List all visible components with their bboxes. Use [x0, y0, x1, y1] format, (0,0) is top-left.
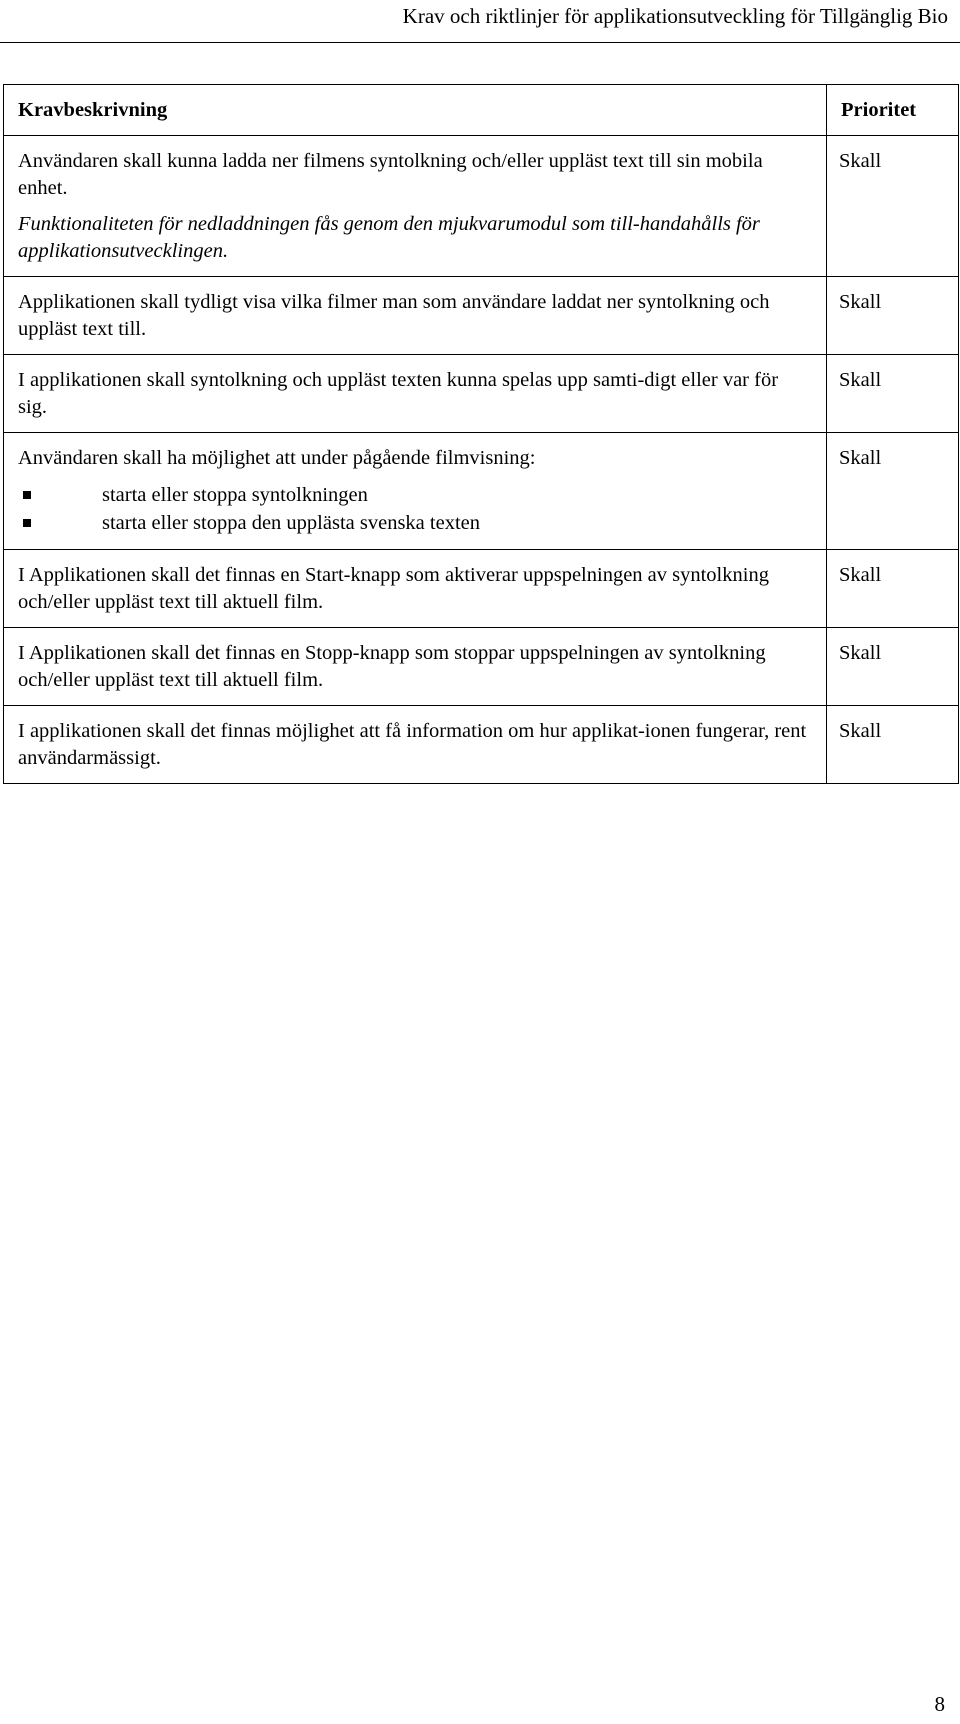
table-row: [4, 136, 959, 277]
bullet-item: starta eller stoppa syntolkningen: [18, 482, 812, 509]
requirement-description-cell: [4, 136, 827, 277]
column-header-priority: Prioritet: [827, 85, 959, 136]
requirement-description-cell: [4, 550, 827, 628]
requirement-description-cell: [4, 433, 827, 550]
page-number: 8: [934, 1692, 945, 1716]
table-row: [4, 355, 959, 433]
requirement-description-cell: [4, 628, 827, 706]
priority-cell: Skall: [827, 433, 959, 550]
requirement-text: I applikationen skall det finnas möjlighet att få information om hur applikat-ionen fungerar, rent användarmässigt.: [18, 720, 807, 769]
requirement-text: Användaren skall kunna ladda ner filmens syntolkning och/eller uppläst text till sin mobila enhet.: [18, 150, 763, 199]
priority-cell: Skall: [827, 355, 959, 433]
bullet-item: starta eller stoppa den upplästa svenska texten: [18, 510, 812, 537]
requirement-description-cell: [4, 277, 827, 355]
requirement-description-cell: [4, 706, 827, 784]
requirement-text: Applikationen skall tydligt visa vilka filmer man som användare laddat ner syntolkning och uppläst text till.: [18, 291, 770, 340]
table-row: [4, 433, 959, 550]
priority-cell: Skall: [827, 136, 959, 277]
requirements-table: [3, 84, 959, 784]
column-header-description: Kravbeskrivning: [4, 85, 827, 136]
table-row: [4, 277, 959, 355]
priority-cell: Skall: [827, 706, 959, 784]
table-row: [4, 706, 959, 784]
header-rule: [0, 42, 960, 43]
requirement-text: I Applikationen skall det finnas en Stopp-knapp som stoppar uppspelningen av syntolkning och/eller uppläst text till aktuell film.: [18, 642, 766, 691]
priority-cell: Skall: [827, 277, 959, 355]
requirement-description-cell: [4, 355, 827, 433]
table-header-row: [4, 85, 959, 136]
priority-cell: Skall: [827, 628, 959, 706]
bullet-list: [18, 482, 812, 537]
requirement-text: I Applikationen skall det finnas en Start-knapp som aktiverar uppspelningen av syntolkning och/eller uppläst text till aktuell film.: [18, 564, 769, 613]
table-row: [4, 550, 959, 628]
table-row: [4, 628, 959, 706]
requirement-note: Funktionaliteten för nedladdningen fås genom den mjukvarumodul som till-handahålls för applikationsutvecklingen.: [18, 213, 760, 262]
requirement-text: Användaren skall ha möjlighet att under pågående filmvisning:: [18, 447, 536, 469]
requirement-text: I applikationen skall syntolkning och uppläst texten kunna spelas upp samti-digt eller var för sig.: [18, 369, 779, 418]
running-header-title: Krav och riktlinjer för applikationsutveckling för Tillgänglig Bio: [402, 4, 948, 28]
priority-cell: Skall: [827, 550, 959, 628]
